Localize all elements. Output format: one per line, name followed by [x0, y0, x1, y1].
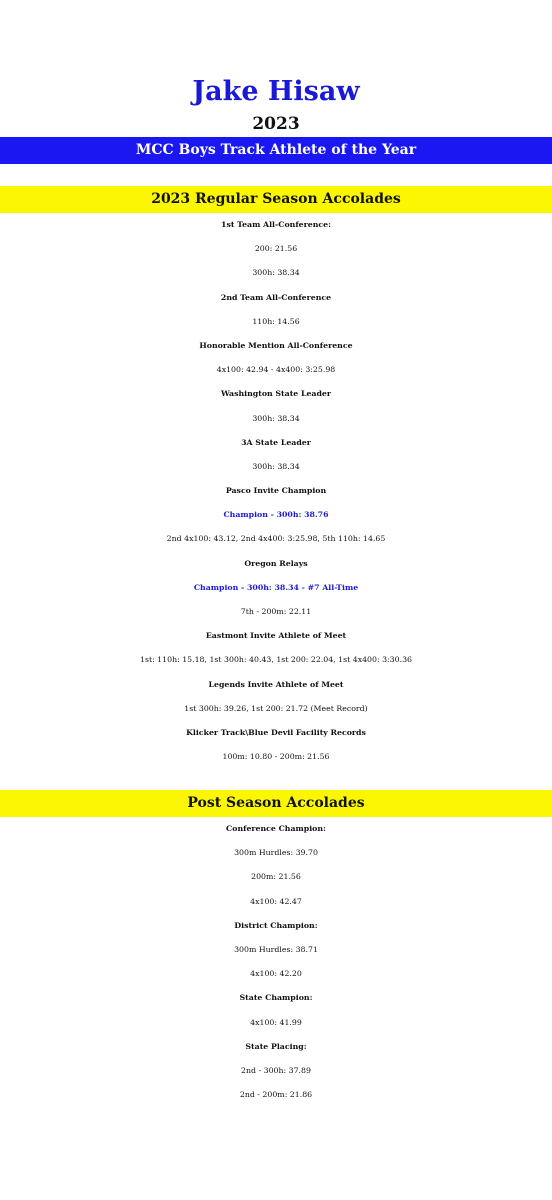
- regular-season-list: [0, 213, 552, 769]
- accolade-value: 4x100: 42.20: [250, 969, 302, 979]
- accolade-value: 2nd 4x100: 43.12, 2nd 4x400: 3:25.98, 5th 110h: 14.65: [166, 534, 386, 544]
- accolade-value: 2nd - 300h: 37.89: [241, 1065, 311, 1075]
- accolade-value: 200m: 21.56: [251, 872, 301, 882]
- accolade-heading: Eastmont Invite Athlete of Meet: [205, 631, 347, 641]
- accolade-highlight: Champion - 300h: 38.34 - #7 All-Time: [193, 582, 359, 592]
- accolade-heading: State Placing:: [245, 1041, 307, 1051]
- accolade-heading: Oregon Relays: [244, 558, 308, 568]
- regular-season-heading: 2023 Regular Season Accolades: [0, 186, 552, 213]
- accolade-value: 1st: 110h: 15.18, 1st 300h: 40.43, 1st 200: 22.04, 1st 4x400: 3:30.36: [139, 655, 412, 665]
- accolade-value: 300h: 38.34: [252, 268, 300, 278]
- accolade-heading: Conference Champion:: [226, 824, 326, 833]
- athlete-name: Jake Hisaw: [192, 76, 360, 107]
- accolade-value: 110h: 14.56: [252, 316, 300, 326]
- accolade-heading: State Champion:: [239, 993, 313, 1003]
- accolade-value: 4x100: 42.47: [250, 896, 302, 906]
- accolade-value: 300m Hurdles: 39.70: [234, 848, 318, 858]
- post-season-heading: Post Season Accolades: [0, 790, 552, 817]
- accolade-heading: Washington State Leader: [220, 389, 332, 399]
- accolade-value: 4x100: 41.99: [250, 1017, 302, 1027]
- accolade-heading: 2nd Team All-Conference: [220, 292, 332, 302]
- season-year: 2023: [252, 114, 300, 134]
- accolade-value: 200: 21.56: [254, 244, 298, 254]
- post-season-list: [0, 817, 552, 1107]
- accolade-value: 7th - 200m: 22.11: [240, 607, 312, 616]
- accolade-highlight: Champion - 300h: 38.76: [223, 510, 329, 520]
- accolade-heading: Pasco Invite Champion: [225, 486, 327, 496]
- accolade-heading: Klicker Track\Blue Devil Facility Records: [186, 727, 366, 737]
- accolade-heading: Honorable Mention All-Conference: [199, 340, 353, 350]
- accolade-heading: Legends Invite Athlete of Meet: [208, 679, 344, 689]
- accolade-heading: 1st Team All-Conference:: [221, 220, 331, 229]
- accolade-heading: District Champion:: [234, 920, 318, 930]
- accolade-value: 300m Hurdles: 38.71: [234, 944, 318, 954]
- accolade-value: 300h: 38.34: [252, 413, 300, 423]
- accolade-value: 4x100: 42.94 - 4x400: 3:25.98: [216, 365, 336, 375]
- accolade-value: 100m: 10.80 - 200m: 21.56: [222, 752, 330, 762]
- accolade-heading: 3A State Leader: [241, 437, 311, 447]
- accolade-value: 1st 300h: 39.26, 1st 200: 21.72 (Meet Record): [184, 703, 368, 713]
- award-banner: MCC Boys Track Athlete of the Year: [0, 137, 552, 164]
- accolade-value: 300h: 38.34: [252, 461, 300, 471]
- accolade-value: 2nd - 200m: 21.86: [239, 1090, 313, 1100]
